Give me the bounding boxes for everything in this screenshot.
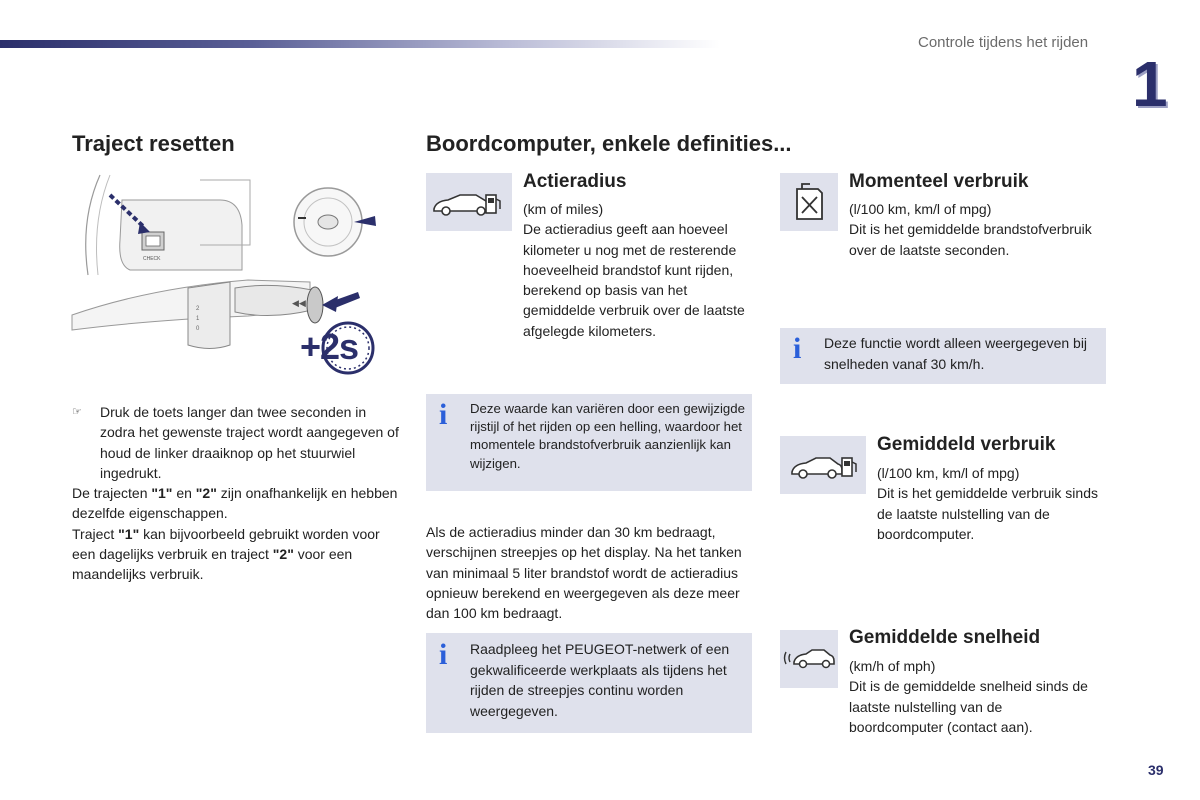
info-text-peugeot: Raadpleeg het PEUGEOT-netwerk of een gekwalificeerde werkplaats als tijdens het rijden de streepjes continu worden weergegeven. — [470, 641, 730, 719]
momenteel-unit: (l/100 km, km/l of mpg) — [849, 201, 992, 217]
gemiddeld-description: Dit is het gemiddelde verbruik sinds de laatste nulstelling van de boordcomputer. — [877, 485, 1098, 542]
actieradius-description: De actieradius geeft aan hoeveel kilometer u nog met de resterende hoeveelheid brandstof kunt rijden, berekend op basis van het gemiddelde verbruik over de laatste afgelegde kilometers. — [523, 221, 745, 339]
svg-text:1: 1 — [196, 316, 200, 322]
actieradius-unit: (km of miles) — [523, 201, 604, 217]
info-box-variatie — [426, 394, 752, 491]
gemiddeld-text — [877, 463, 1102, 544]
chapter-number: 1 — [1132, 48, 1168, 120]
paragraph-streepjes — [426, 522, 756, 623]
header-title: Controle tijdens het rijden — [918, 34, 1089, 51]
svg-text:0: 0 — [196, 326, 200, 332]
snelheid-unit: (km/h of mph) — [849, 658, 936, 674]
gemiddeld-icon-box — [780, 436, 866, 494]
paragraph-traject-voorbeeld: Traject "1" kan bijvoorbeeld gebruikt worden voor een dagelijks verbruik en traject "2" voor een maandelijks verbruik. — [72, 525, 380, 583]
fuel-can-icon — [780, 173, 838, 231]
gemiddeld-unit: (l/100 km, km/l of mpg) — [877, 465, 1020, 481]
info-icon: i — [439, 638, 448, 671]
paragraph-streepjes-text: Als de actieradius minder dan 30 km bedraagt, verschijnen streepjes op het display. Na het tanken van minimaal 5 liter brandstof wordt de actieradius opnieuw berekend en weergegeven als deze meer dan 100 km bedraagt. — [426, 524, 742, 622]
svg-text:CHECK: CHECK — [143, 256, 161, 262]
gemiddeld-title: Gemiddeld verbruik — [877, 434, 1056, 455]
page-number: 39 — [1148, 762, 1164, 778]
header-bar — [0, 40, 720, 48]
car-fuel-pump-icon — [426, 173, 512, 231]
momenteel-text — [849, 199, 1099, 260]
actieradius-title: Actieradius — [523, 171, 627, 192]
momenteel-description: Dit is het gemiddelde brandstofverbruik over de laatste seconden. — [849, 221, 1092, 258]
section-title-traject-resetten: Traject resetten — [72, 131, 235, 156]
moving-car-icon — [780, 630, 838, 688]
bullet-pointer-icon: ☞ — [72, 406, 82, 418]
svg-text:2: 2 — [196, 306, 200, 312]
info-icon: i — [793, 332, 802, 365]
info-text-snelheid: Deze functie wordt alleen weergegeven bij snelheden vanaf 30 km/h. — [824, 335, 1088, 372]
paragraph-trajecten: De trajecten "1" en "2" zijn onafhankelijk en hebben dezelfde eigenschappen. — [72, 485, 398, 522]
snelheid-text — [849, 656, 1099, 737]
car-fuel-pump-icon — [780, 436, 866, 494]
actieradius-icon-box — [426, 173, 512, 231]
two-second-badge — [300, 318, 380, 378]
info-box-snelheid — [780, 328, 1106, 384]
info-icon: i — [439, 398, 448, 431]
momenteel-title: Momenteel verbruik — [849, 171, 1029, 192]
bullet-text: Druk de toets langer dan twee seconden in zodra het gewenste traject wordt aangegeven of houd de linker draaiknop op het stuurwiel ingedrukt. — [100, 404, 399, 481]
section-title-boordcomputer: Boordcomputer, enkele definities... — [426, 131, 792, 156]
snelheid-icon-box — [780, 630, 838, 688]
snelheid-description: Dit is de gemiddelde snelheid sinds de laatste nulstelling van de boordcomputer (contact aan). — [849, 678, 1088, 735]
badge-text: +2s — [300, 326, 359, 367]
momenteel-icon-box — [780, 173, 838, 231]
actieradius-text — [523, 199, 748, 341]
left-text-block — [72, 402, 402, 585]
info-box-peugeot — [426, 633, 752, 733]
snelheid-title: Gemiddelde snelheid — [849, 627, 1041, 648]
svg-text:◀◀: ◀◀ — [292, 298, 306, 308]
info-text-variatie: Deze waarde kan variëren door een gewijzigde rijstijl of het rijden op een helling, waardoor het momentele brandstofverbruik aanzienlijk kan wijzigen. — [470, 401, 745, 471]
bullet-item — [72, 402, 402, 483]
